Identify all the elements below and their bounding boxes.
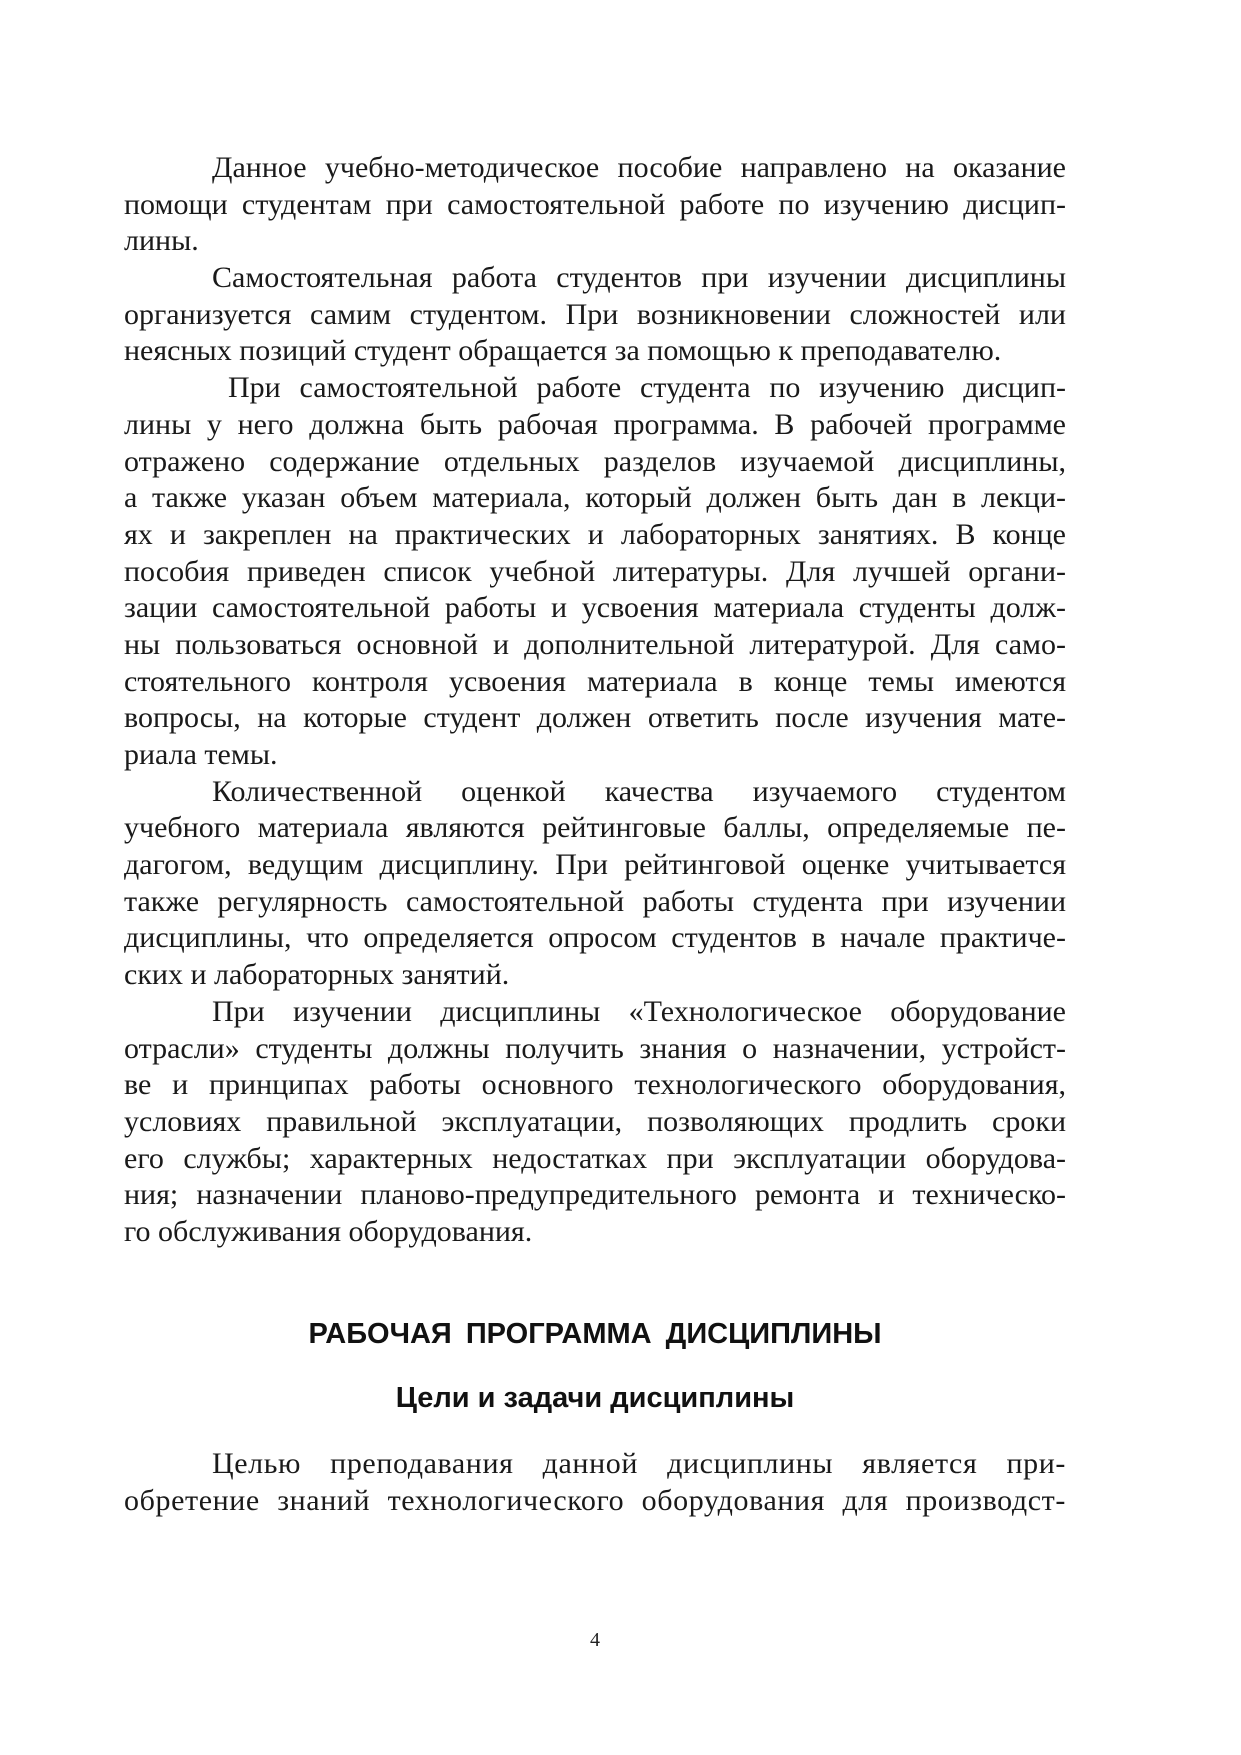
text-line: также регулярность самостоятельной работы студента при изучении [124, 884, 1066, 918]
text-line: ях и закреплен на практических и лабораторных занятиях. В конце [124, 517, 1066, 551]
text-line: вопросы, на которые студент должен ответить после изучения мате- [124, 701, 1066, 735]
text-line: условиях правильной эксплуатации, позволяющих продлить сроки [124, 1104, 1066, 1138]
body-text [124, 150, 1066, 1251]
text-line: Целью преподавания данной дисциплины является при- [212, 1447, 1066, 1480]
text-line: помощи студентам при самостоятельной работе по изучению дисцип- [124, 187, 1066, 221]
text-line: обретение знаний технологического оборудования для производст- [124, 1483, 1066, 1517]
text-line: лины. [124, 224, 199, 258]
text-line: стоятельного контроля усвоения материала в конце темы имеются [124, 664, 1066, 698]
text-line: неясных позиций студент обращается за помощью к преподавателю. [124, 334, 1002, 368]
section-heading: РАБОЧАЯ ПРОГРАММА ДИСЦИПЛИНЫ [308, 1318, 882, 1350]
page-number: 4 [590, 1629, 600, 1651]
text-line: дагогом, ведущим дисциплину. При рейтинговой оценке учитывается [124, 848, 1066, 882]
text-line: организуется самим студентом. При возникновении сложностей или [124, 297, 1066, 331]
text-line: зации самостоятельной работы и усвоения материала студенты долж- [124, 591, 1066, 625]
text-line: ве и принципах работы основного технологического оборудования, [124, 1068, 1066, 1102]
text-line: ских и лабораторных занятий. [124, 958, 510, 992]
text-line: отрасли» студенты должны получить знания о назначении, устройст- [124, 1031, 1066, 1065]
text-line: Самостоятельная работа студентов при изучении дисциплины [212, 261, 1066, 295]
subsection-heading: Цели и задачи дисциплины [395, 1382, 795, 1414]
text-line: отражено содержание отдельных разделов изучаемой дисциплины, [124, 444, 1066, 478]
text-line: го обслуживания оборудования. [124, 1214, 533, 1248]
text-line: дисциплины, что определяется опросом студентов в начале практиче- [124, 921, 1066, 955]
text-line: пособия приведен список учебной литературы. Для лучшей органи- [124, 554, 1066, 588]
text-line: его службы; характерных недостатках при эксплуатации оборудова- [124, 1141, 1066, 1175]
text-line: ния; назначении планово-предупредительного ремонта и техническо- [124, 1178, 1066, 1212]
text-line: риала темы. [124, 738, 278, 771]
text-line: ны пользоваться основной и дополнительной литературой. Для само- [124, 627, 1066, 661]
text-line: При самостоятельной работе студента по изучению дисцип- [228, 371, 1066, 405]
section-text [124, 1446, 1066, 1519]
text-line: Данное учебно-методическое пособие направлено на оказание [212, 151, 1066, 184]
text-line: учебного материала являются рейтинговые баллы, определяемые пе- [124, 811, 1066, 845]
text-line: Количественной оценкой качества изучаемого студентом [212, 774, 1066, 808]
text-line: При изучении дисциплины «Технологическое оборудование [212, 994, 1066, 1028]
text-line: а также указан объем материала, который должен быть дан в лекци- [124, 481, 1066, 515]
text-line: лины у него должна быть рабочая программа. В рабочей программе [124, 407, 1066, 441]
